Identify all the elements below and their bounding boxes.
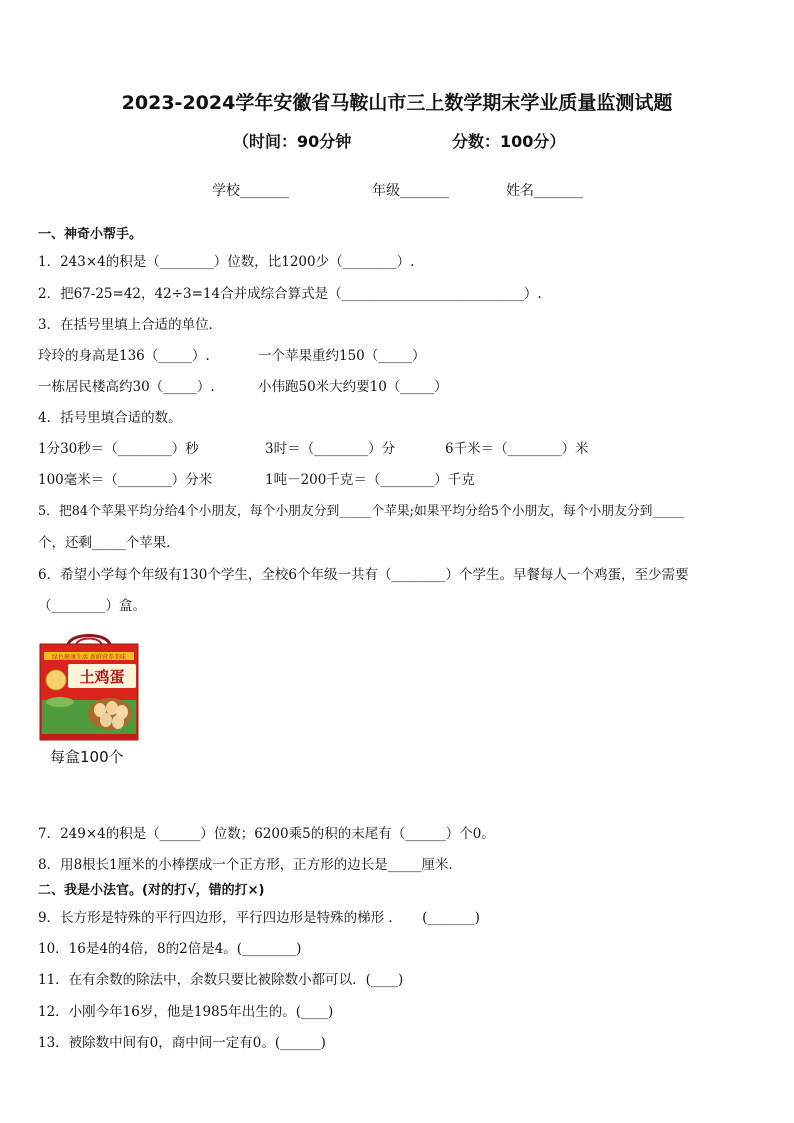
question-10: 10．16是4的4倍，8的2倍是4。(________) xyxy=(38,941,302,957)
question-5-line-1: 5．把84个苹果平均分给4个小朋友，每个小朋友分到_____个苹果;如果平均分给5个小朋友，每个小朋友分到_____ xyxy=(38,504,685,519)
question-1: 1．243×4的积是（________）位数，比1200少（________）. xyxy=(38,254,415,270)
school-field: 学校_______ xyxy=(212,183,289,199)
exam-time: （时间：90分钟 xyxy=(233,132,352,151)
question-4-c: 6千米＝（________）米 xyxy=(445,441,589,457)
question-13: 13．被除数中间有0，商中间一定有0。(______) xyxy=(38,1035,326,1051)
question-3: 3．在括号里填上合适的单位． xyxy=(38,317,223,333)
name-field: 姓名_______ xyxy=(506,183,583,199)
question-11: 11．在有余数的除法中，余数只要比被除数小都可以．(____) xyxy=(38,972,404,988)
question-4-e: 1吨－200千克＝（________）千克 xyxy=(265,472,475,488)
section-2-heading: 二、我是小法官。(对的打√，错的打×) xyxy=(38,883,265,898)
question-4-b: 3时＝（________）分 xyxy=(265,441,396,457)
question-7: 7．249×4的积是（______）位数；6200乘5的积的末尾有（______）个0。 xyxy=(38,826,495,842)
gift-box-caption: 每盒100个 xyxy=(50,748,124,766)
question-4: 4．括号里填合适的数。 xyxy=(38,410,182,426)
question-9: 9．长方形是特殊的平行四边形，平行四边形是特殊的梯形 ． (_______) xyxy=(38,910,480,926)
gift-box-brand: 土鸡蛋 xyxy=(79,668,125,686)
question-8: 8．用8根长1厘米的小棒摆成一个正方形，正方形的边长是_____厘米． xyxy=(38,857,463,873)
grade-field: 年级_______ xyxy=(372,183,449,199)
question-12: 12．小刚今年16岁，他是1985年出生的。(____) xyxy=(38,1004,334,1020)
section-1-heading: 一、神奇小帮手。 xyxy=(38,227,143,242)
question-3-a: 玲玲的身高是136（_____）. xyxy=(38,348,210,364)
egg-gift-box-image xyxy=(38,630,140,742)
question-6-line-1: 6．希望小学每个年级有130个学生，全校6个年级一共有（________）个学生。早餐每人一个鸡蛋，至少需要 xyxy=(38,567,689,583)
question-2: 2．把67-25=42，42÷3=14合并成综合算式是（___________________________）. xyxy=(38,286,542,302)
question-3-c: 一栋居民楼高约30（_____）. xyxy=(38,379,215,395)
question-3-d: 小伟跑50米大约要10（_____） xyxy=(258,379,448,395)
exam-score: 分数：100分） xyxy=(452,132,566,151)
page-title: 2023-2024学年安徽省马鞍山市三上数学期末学业质量监测试题 xyxy=(121,92,673,114)
gift-box-slogan: 绿色健康生活 新鲜营养美味 xyxy=(52,654,126,661)
question-6-line-2: （________）盒。 xyxy=(38,598,146,614)
question-4-d: 100毫米＝（________）分米 xyxy=(38,472,213,488)
question-3-b: 一个苹果重约150（_____） xyxy=(258,348,426,364)
question-4-a: 1分30秒＝（________）秒 xyxy=(38,441,199,457)
question-5-line-2: 个，还剩_____个苹果． xyxy=(38,535,180,551)
